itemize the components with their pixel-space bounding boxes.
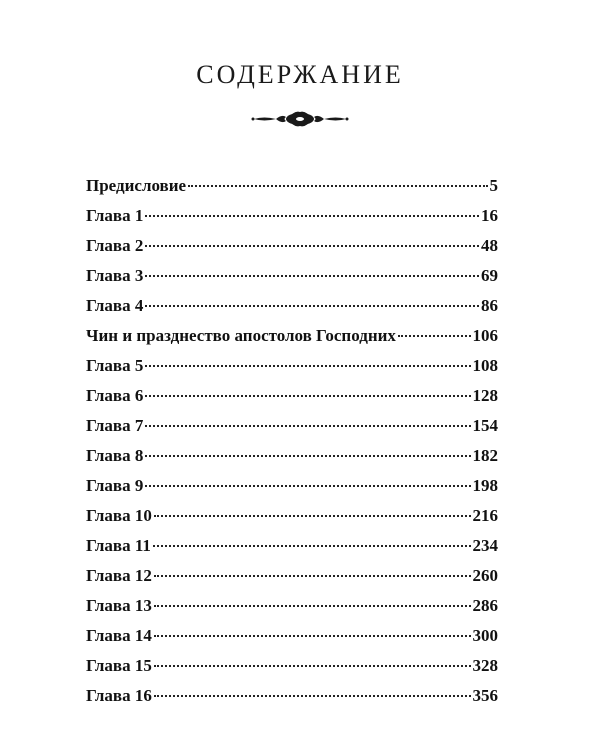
toc-dot-leader: [154, 695, 471, 697]
toc-dot-leader: [145, 275, 479, 277]
toc-entry-label: Глава 9: [86, 476, 144, 495]
toc-dot-leader: [145, 305, 479, 307]
toc-dot-leader: [398, 335, 471, 337]
toc-dot-leader: [145, 215, 479, 217]
toc-entry-label: Глава 15: [86, 656, 152, 675]
toc-entry-page-number: 16: [481, 206, 498, 225]
toc-entry: [86, 474, 498, 504]
toc-dot-leader: [145, 455, 470, 457]
page-title: СОДЕРЖАНИЕ: [196, 60, 404, 89]
toc-entry: [86, 354, 498, 384]
toc-entry-label: Глава 8: [86, 446, 144, 465]
toc-entry-page-number: 69: [481, 266, 498, 285]
toc-dot-leader: [145, 485, 470, 487]
toc-entry: [86, 294, 498, 324]
toc-entry: [86, 594, 498, 624]
toc-dot-leader: [154, 665, 471, 667]
toc-entry-page-number: 128: [472, 386, 498, 405]
toc-entry-page-number: 86: [481, 296, 498, 315]
toc-entry-label: Глава 7: [86, 416, 144, 435]
toc-dot-leader: [145, 395, 470, 397]
toc-entry: [86, 414, 498, 444]
toc-entry: [86, 534, 498, 564]
toc-entry-page-number: 106: [472, 326, 498, 345]
toc-entry-label: Глава 5: [86, 356, 144, 375]
toc-dot-leader: [154, 605, 471, 607]
toc-entry: [86, 654, 498, 684]
toc-entry-label: Глава 3: [86, 266, 144, 285]
toc-entry-label: Глава 12: [86, 566, 152, 585]
toc-entry: [86, 324, 498, 354]
toc-entry-label: Глава 10: [86, 506, 152, 525]
toc-dot-leader: [145, 245, 479, 247]
toc-entry-page-number: 108: [472, 356, 498, 375]
toc-entry-page-number: 154: [472, 416, 498, 435]
toc-entry: [86, 174, 498, 204]
toc-entry-label: Глава 6: [86, 386, 144, 405]
toc-dot-leader: [153, 545, 471, 547]
toc-entry-page-number: 182: [472, 446, 498, 465]
toc-entry-page-number: 216: [472, 506, 498, 525]
toc-dot-leader: [145, 365, 470, 367]
toc-entry-page-number: 260: [472, 566, 498, 585]
toc-entry-page-number: 286: [472, 596, 498, 615]
toc-entry: [86, 384, 498, 414]
toc-entry-page-number: 356: [472, 686, 498, 705]
toc-entry-page-number: 5: [489, 176, 498, 195]
toc-entry-label: Предисловие: [86, 176, 187, 195]
toc-entry: [86, 504, 498, 534]
toc-entry-page-number: 48: [481, 236, 498, 255]
toc-entry-label: Глава 13: [86, 596, 152, 615]
table-of-contents: [86, 174, 498, 714]
toc-dot-leader: [154, 515, 471, 517]
toc-entry-label: Глава 1: [86, 206, 144, 225]
ornament-divider-icon: [250, 107, 350, 131]
toc-dot-leader: [188, 185, 487, 187]
toc-entry: [86, 204, 498, 234]
toc-entry-page-number: 198: [472, 476, 498, 495]
toc-entry-page-number: 234: [472, 536, 498, 555]
toc-entry: [86, 444, 498, 474]
toc-dot-leader: [145, 425, 470, 427]
toc-entry-label: Глава 4: [86, 296, 144, 315]
toc-entry: [86, 624, 498, 654]
toc-entry: [86, 264, 498, 294]
toc-entry-label: Глава 16: [86, 686, 152, 705]
toc-entry-label: Глава 11: [86, 536, 151, 555]
toc-entry-label: Глава 2: [86, 236, 144, 255]
toc-entry: [86, 684, 498, 714]
toc-dot-leader: [154, 575, 471, 577]
toc-entry: [86, 564, 498, 594]
toc-dot-leader: [154, 635, 471, 637]
toc-entry-label: Глава 14: [86, 626, 152, 645]
toc-entry-page-number: 300: [472, 626, 498, 645]
toc-entry: [86, 234, 498, 264]
toc-entry-page-number: 328: [472, 656, 498, 675]
toc-entry-label: Чин и празднество апостолов Господних: [86, 326, 396, 345]
